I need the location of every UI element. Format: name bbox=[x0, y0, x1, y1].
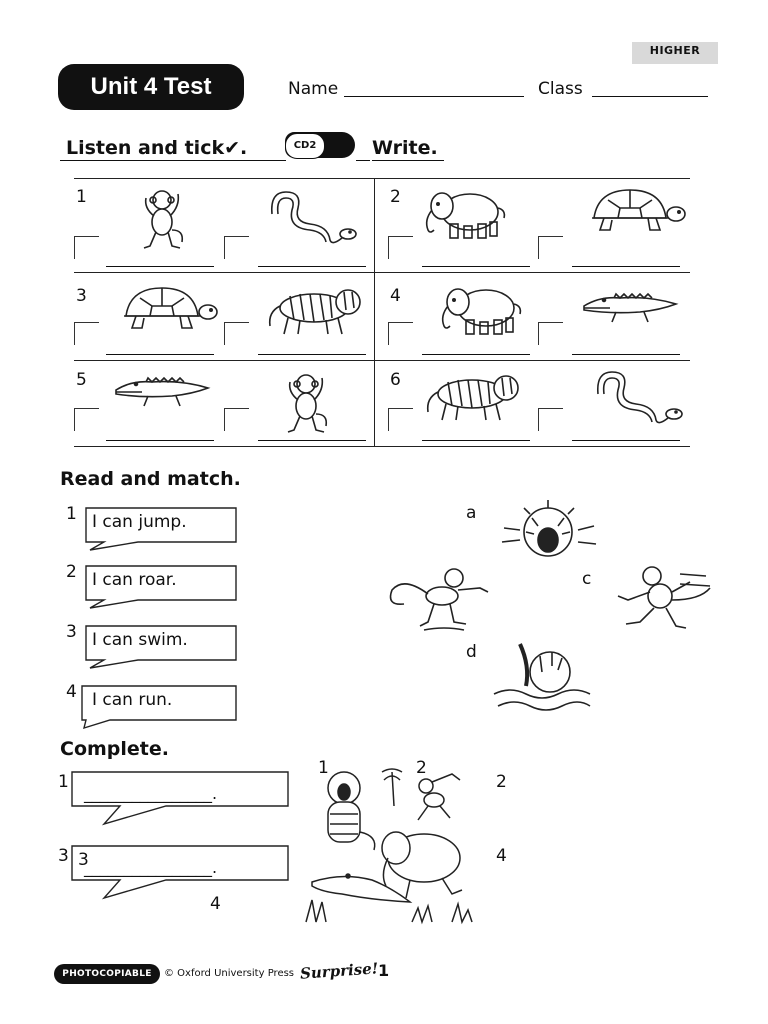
brand-logo: Surprise! bbox=[299, 959, 379, 983]
page-number: 1 bbox=[378, 961, 390, 980]
answer-blank[interactable]: ________________. bbox=[84, 858, 218, 877]
scene-label: 1 bbox=[318, 758, 329, 778]
level-badge: HIGHER bbox=[632, 42, 718, 64]
scene-label: 4 bbox=[496, 846, 507, 866]
running-monkey-icon bbox=[610, 564, 720, 634]
grid-row-line bbox=[74, 272, 690, 273]
tick-symbol: ✔. bbox=[224, 137, 248, 159]
heading-underline bbox=[60, 160, 286, 161]
grid-row-line bbox=[74, 360, 690, 361]
swimming-tiger-icon bbox=[490, 636, 594, 716]
bubble-text: I can roar. bbox=[92, 570, 177, 590]
answer-line[interactable] bbox=[572, 440, 680, 441]
heading-underline-2 bbox=[356, 160, 370, 161]
bubble-text-box bbox=[84, 506, 236, 542]
jumping-monkey-icon bbox=[384, 566, 494, 636]
answer-line[interactable] bbox=[258, 354, 366, 355]
answer-line[interactable] bbox=[106, 440, 214, 441]
class-label: Class bbox=[538, 79, 583, 99]
tick-box[interactable] bbox=[224, 322, 249, 345]
answer-line[interactable] bbox=[422, 354, 530, 355]
answer-line[interactable] bbox=[422, 266, 530, 267]
bubble-text: I can swim. bbox=[92, 630, 188, 650]
bubble-number: 3 bbox=[58, 846, 69, 866]
monkey-icon bbox=[132, 186, 194, 252]
scene-label: 2 bbox=[496, 772, 507, 792]
item-number: 4 bbox=[390, 286, 401, 306]
tick-box[interactable] bbox=[74, 322, 99, 345]
elephant-icon bbox=[420, 184, 506, 240]
answer-line[interactable] bbox=[572, 354, 680, 355]
item-number: 2 bbox=[390, 187, 401, 207]
bubble-text: I can run. bbox=[92, 690, 173, 710]
grid-center-line bbox=[374, 178, 375, 446]
publisher-text: © Oxford University Press bbox=[164, 968, 295, 979]
tick-box[interactable] bbox=[538, 236, 563, 259]
answer-line[interactable] bbox=[572, 266, 680, 267]
write-heading: Write. bbox=[372, 137, 438, 159]
picture-letter: d bbox=[466, 642, 477, 662]
listen-heading bbox=[66, 137, 247, 159]
tick-box[interactable] bbox=[74, 408, 99, 431]
answer-blank[interactable]: ________________. bbox=[84, 784, 218, 803]
bubble-number: 2 bbox=[66, 562, 77, 582]
name-write-line[interactable] bbox=[344, 96, 524, 97]
answer-line[interactable] bbox=[106, 354, 214, 355]
bubble-number: 3 bbox=[66, 622, 77, 642]
bubble-text-box bbox=[84, 624, 236, 660]
answer-line[interactable] bbox=[422, 440, 530, 441]
picture-letter: c bbox=[582, 569, 592, 589]
class-write-line[interactable] bbox=[592, 96, 708, 97]
item-number: 1 bbox=[76, 187, 87, 207]
listen-heading-text: Listen and tick bbox=[66, 137, 225, 159]
tick-box[interactable] bbox=[74, 236, 99, 259]
answer-line[interactable] bbox=[258, 440, 366, 441]
tick-box[interactable] bbox=[388, 322, 413, 345]
heading-underline-3 bbox=[372, 160, 444, 161]
scene-label: 2 bbox=[416, 758, 427, 778]
inner-number: 3 bbox=[78, 850, 89, 870]
picture-letter: a bbox=[466, 503, 477, 523]
roaring-tiger-icon bbox=[494, 498, 604, 568]
cd-icon bbox=[285, 132, 355, 158]
snake-icon bbox=[264, 184, 360, 240]
bubble-number: 4 bbox=[66, 682, 77, 702]
answer-line[interactable] bbox=[258, 266, 366, 267]
snake-icon bbox=[590, 364, 686, 420]
bubble-number: 1 bbox=[58, 772, 69, 792]
tiger-icon bbox=[264, 282, 360, 336]
crocodile-icon bbox=[580, 282, 680, 326]
tick-box[interactable] bbox=[224, 236, 249, 259]
jungle-scene-illustration bbox=[302, 762, 478, 924]
bubble-text-box bbox=[84, 684, 236, 720]
complete-heading: Complete. bbox=[60, 738, 169, 760]
read-match-heading: Read and match. bbox=[60, 468, 241, 490]
tick-box[interactable] bbox=[538, 322, 563, 345]
tick-box[interactable] bbox=[224, 408, 249, 431]
monkey-icon bbox=[276, 370, 338, 436]
item-number: 5 bbox=[76, 370, 87, 390]
photocopiable-badge: PHOTOCOPIABLE bbox=[54, 964, 160, 984]
unit-title: Unit 4 Test bbox=[58, 64, 244, 110]
turtle-icon bbox=[116, 282, 216, 334]
bubble-text-box bbox=[84, 564, 236, 600]
tick-box[interactable] bbox=[538, 408, 563, 431]
grid-top-line bbox=[74, 178, 690, 179]
item-number: 3 bbox=[76, 286, 87, 306]
tick-box[interactable] bbox=[388, 408, 413, 431]
item-number: 6 bbox=[390, 370, 401, 390]
crocodile-icon bbox=[112, 366, 212, 410]
bubble-text: I can jump. bbox=[92, 512, 187, 532]
elephant-icon bbox=[436, 280, 522, 336]
bubble-number: 1 bbox=[66, 504, 77, 524]
turtle-icon bbox=[584, 184, 684, 236]
answer-line[interactable] bbox=[106, 266, 214, 267]
tiger-icon bbox=[422, 368, 518, 422]
name-label: Name bbox=[288, 79, 339, 99]
cd-label: CD2 bbox=[285, 133, 325, 159]
scene-label: 4 bbox=[210, 894, 221, 914]
grid-bottom-line bbox=[74, 446, 690, 447]
tick-box[interactable] bbox=[388, 236, 413, 259]
